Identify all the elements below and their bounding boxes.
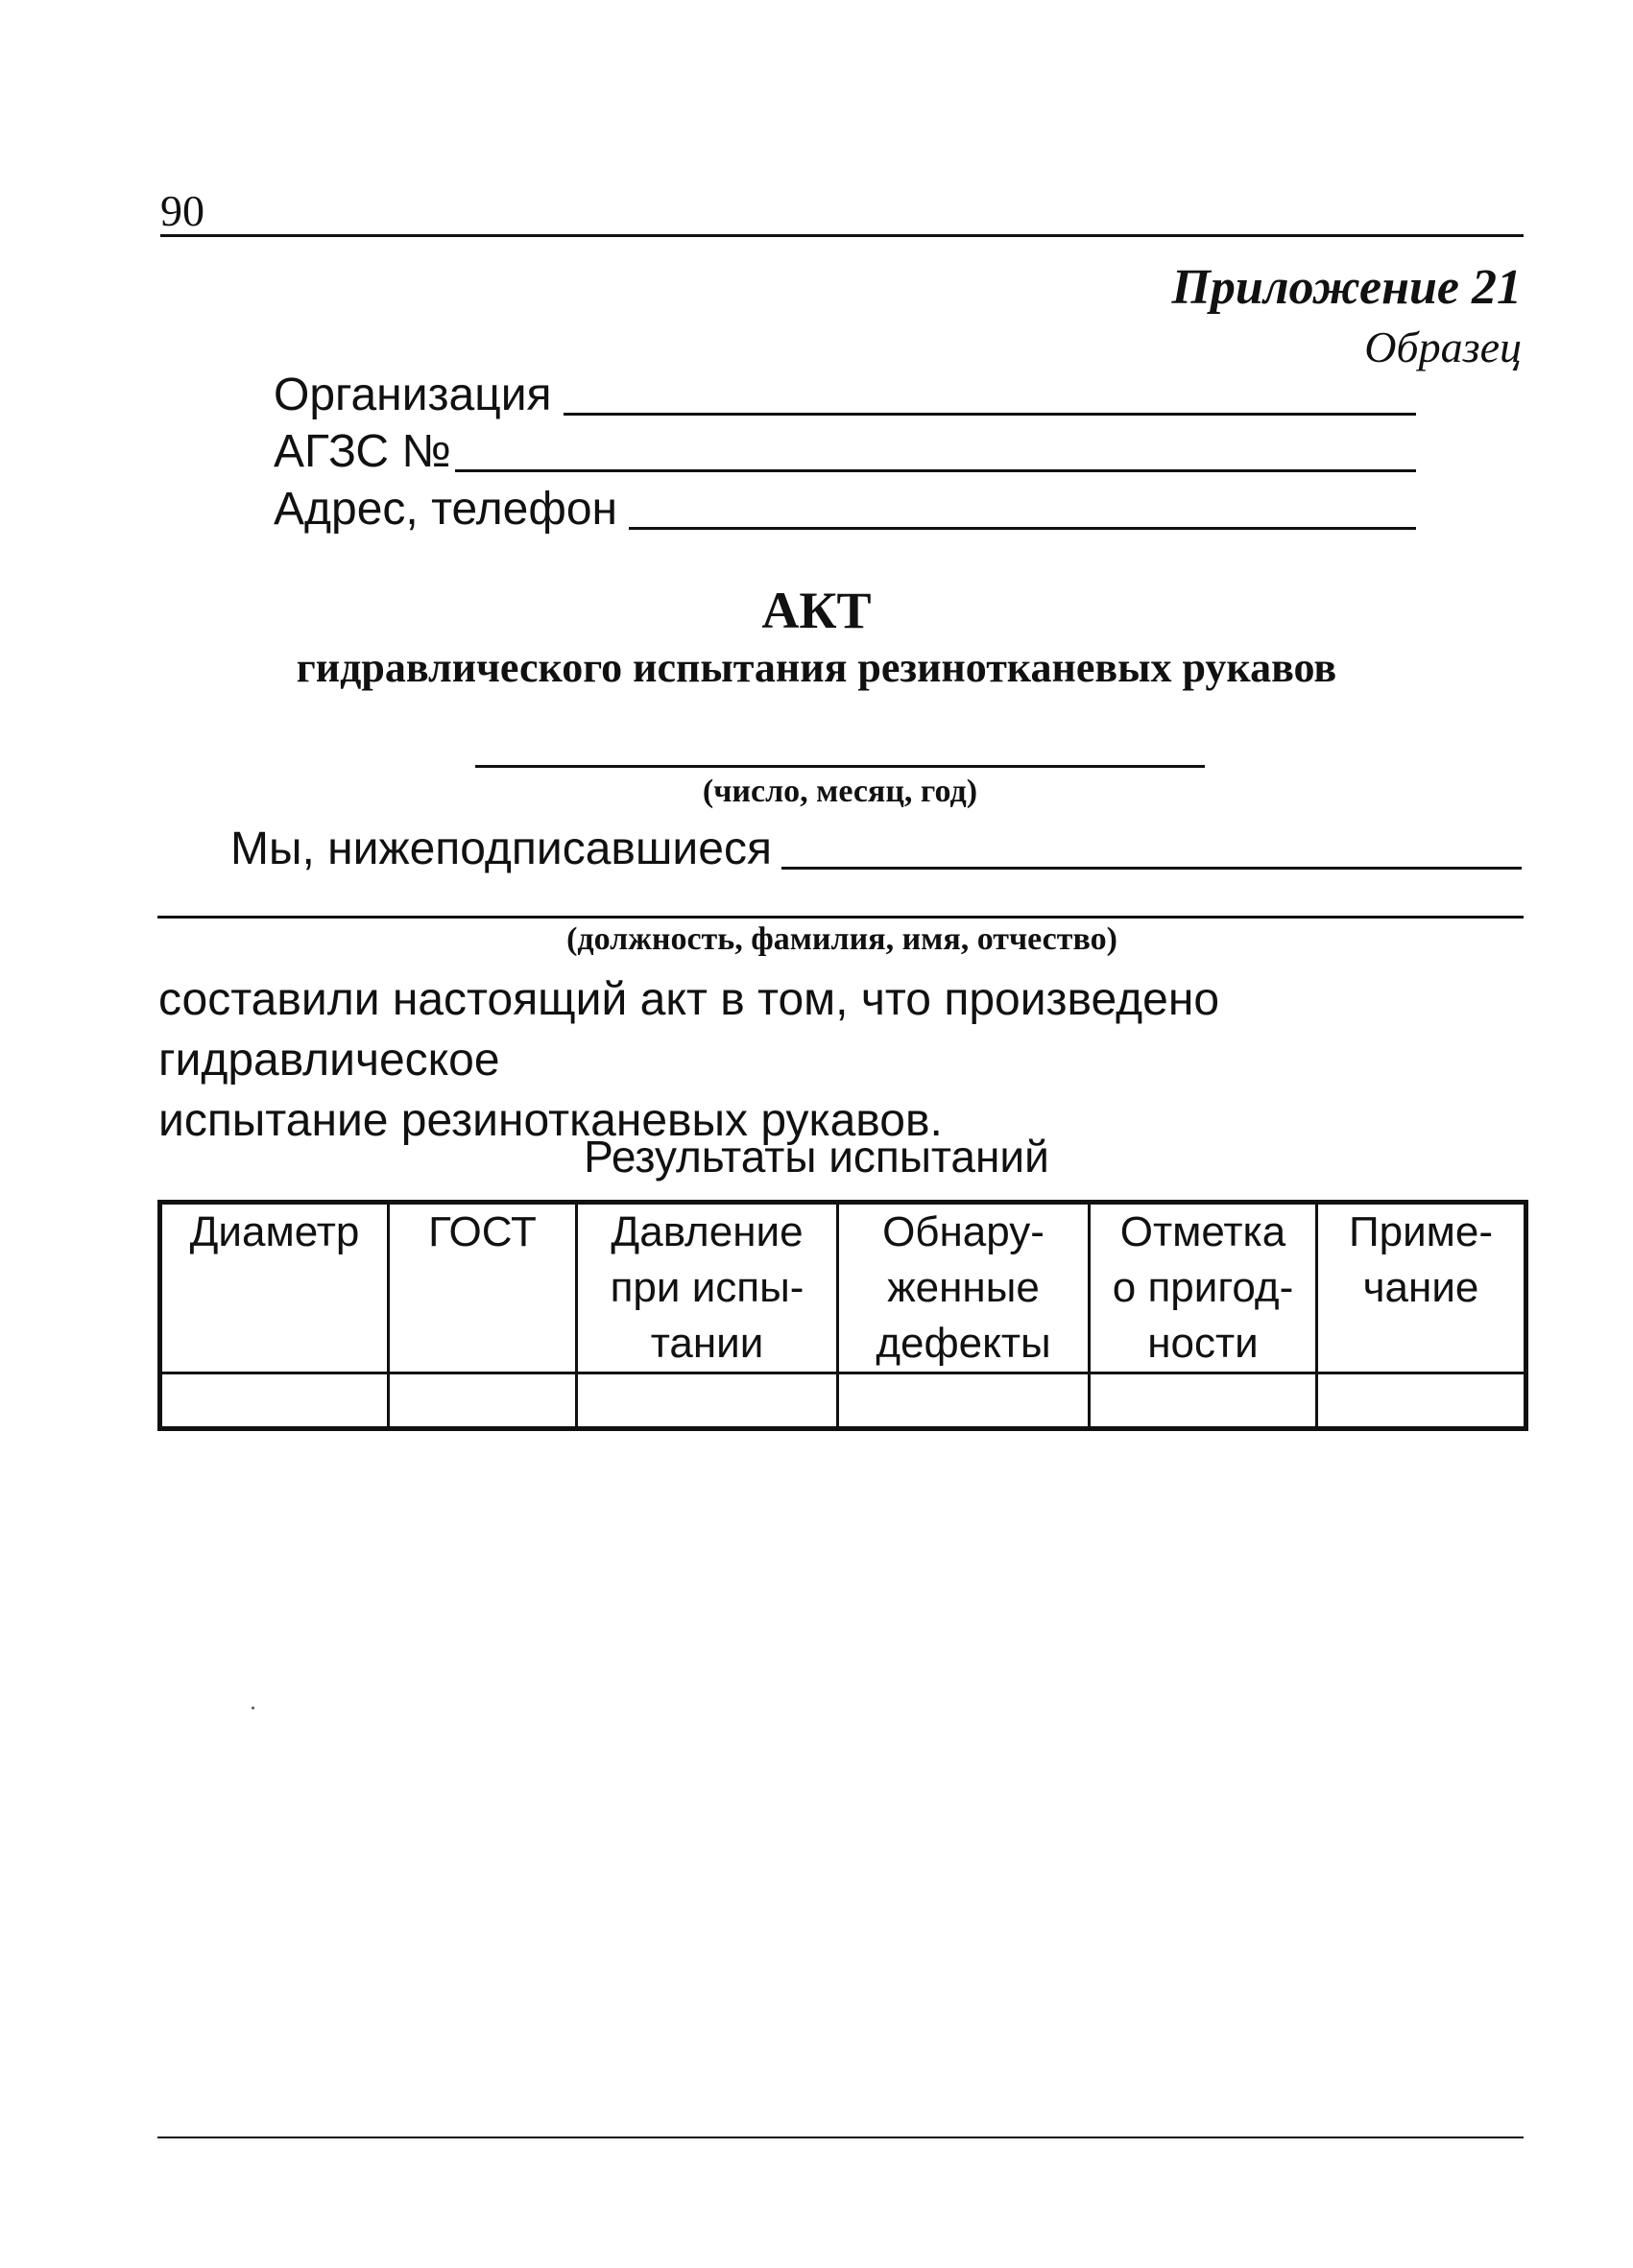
table-cell — [1317, 1373, 1526, 1429]
footer-rule — [157, 2137, 1524, 2138]
station-label: АГЗС № — [274, 426, 451, 477]
signed-blank — [781, 867, 1522, 870]
date-blank — [475, 765, 1205, 768]
person-caption: (должность, фамилия, имя, отчество) — [566, 921, 1117, 957]
signed-label: Мы, нижеподписавшиеся — [230, 824, 772, 874]
column-header-note: Приме- чание — [1317, 1203, 1526, 1373]
body-text — [158, 969, 1531, 1151]
table-cell — [838, 1373, 1090, 1429]
document-subtitle: гидравлического испытания резинотканевых рукавов — [296, 644, 1337, 691]
stray-dot — [252, 1707, 254, 1709]
results-table — [157, 1200, 1528, 1431]
table-cell — [577, 1373, 838, 1429]
column-header-defects: Обнару- женные дефекты — [838, 1203, 1090, 1373]
body-line: составили настоящий акт в том, что произведено гидравлическое — [158, 974, 1220, 1086]
column-header-gost: ГОСТ — [389, 1203, 577, 1373]
date-caption: (число, месяц, год) — [702, 774, 978, 809]
column-header-pressure: Давление при испы- тании — [577, 1203, 838, 1373]
body-line: испытание резинотканевых рукавов. — [158, 1095, 943, 1146]
table-header-row — [160, 1203, 1526, 1373]
header-rule — [160, 234, 1524, 237]
address-field — [274, 482, 1416, 537]
person-blank — [157, 916, 1524, 919]
address-label: Адрес, телефон — [274, 484, 618, 535]
table-cell — [1090, 1373, 1317, 1429]
appendix-label: Приложение 21 — [1171, 260, 1522, 315]
table-caption: Результаты испытаний — [584, 1132, 1049, 1182]
organization-blank — [564, 413, 1417, 416]
address-blank — [629, 527, 1416, 530]
sample-label: Образец — [1364, 322, 1522, 371]
station-field — [274, 424, 1416, 480]
signed-field — [230, 822, 1522, 877]
table-row — [160, 1373, 1526, 1429]
station-blank — [455, 469, 1416, 472]
organization-label: Организация — [274, 370, 552, 420]
table-cell — [389, 1373, 577, 1429]
column-header-suitability: Отметка о пригод- ности — [1090, 1203, 1317, 1373]
page-number: 90 — [160, 186, 204, 235]
document-title: АКТ — [761, 582, 872, 639]
organization-field — [274, 368, 1416, 423]
table-cell — [160, 1373, 389, 1429]
column-header-diameter: Диаметр — [160, 1203, 389, 1373]
